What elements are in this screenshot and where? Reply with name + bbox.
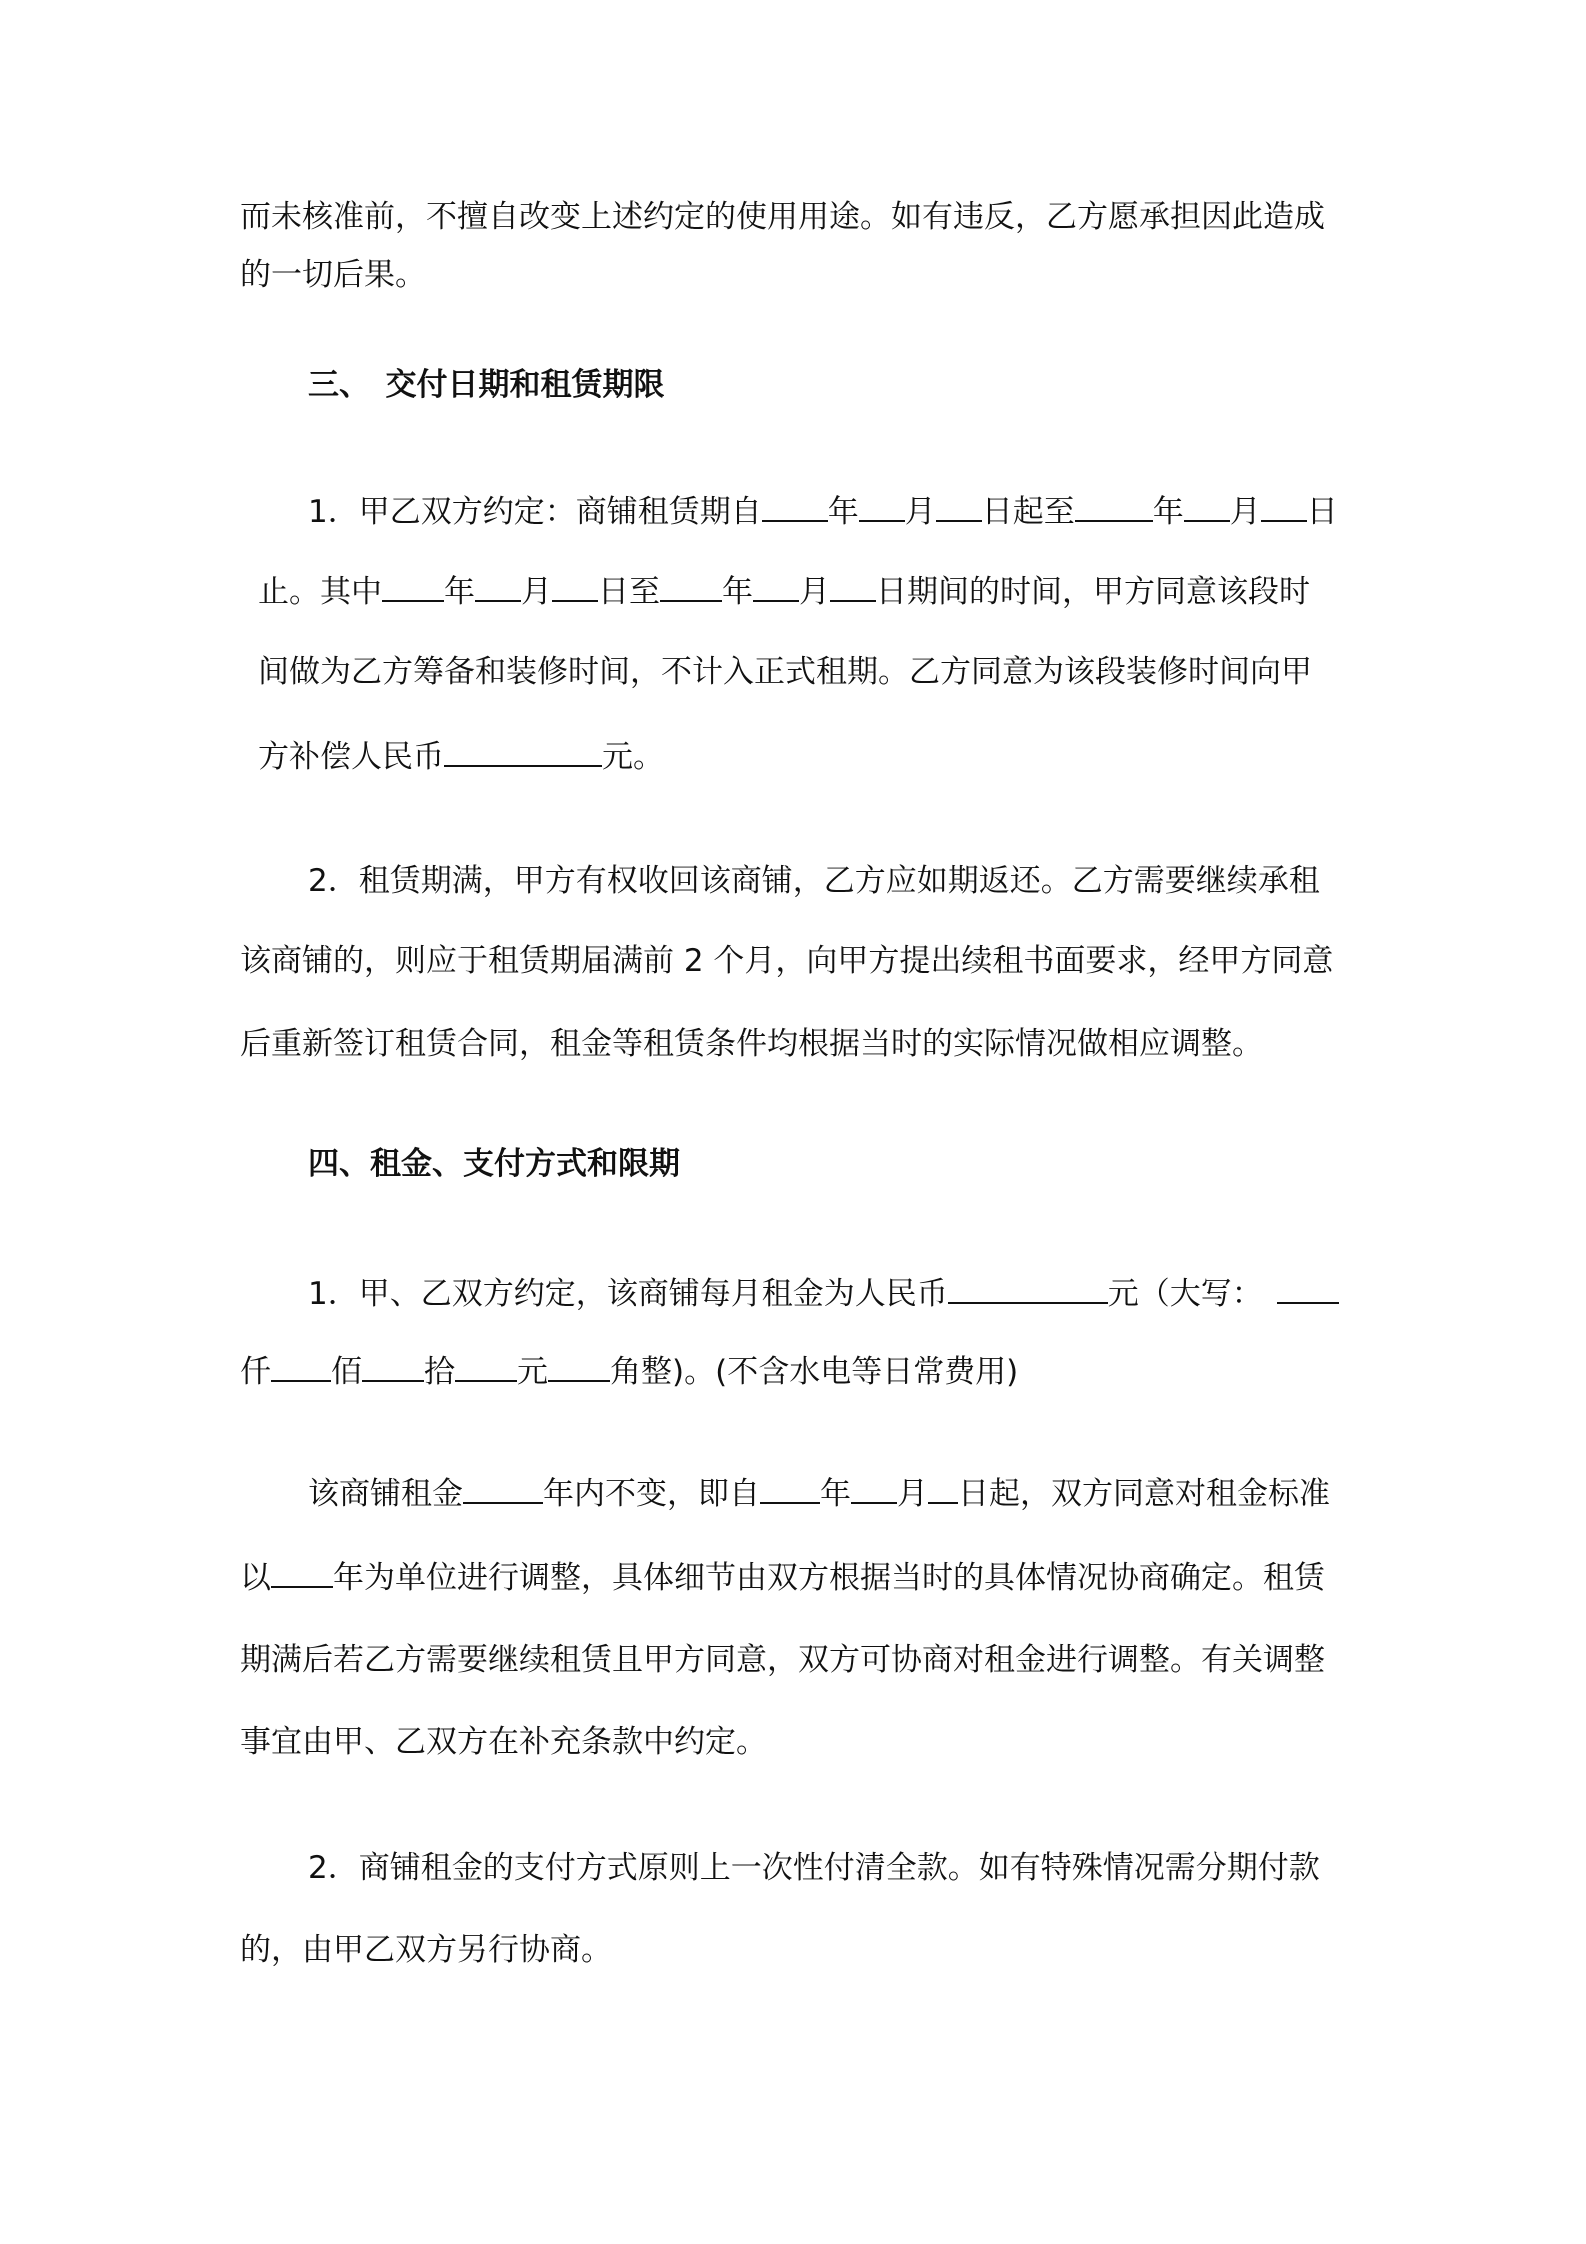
fill-blank[interactable] — [936, 490, 982, 522]
paragraph-line: 的，由甲乙双方另行协商。 — [240, 1932, 612, 1968]
text-segment: 月 — [521, 574, 552, 610]
section-heading: 三、 交付日期和租赁期限 — [308, 367, 665, 403]
text-segment: 月 — [897, 1476, 928, 1512]
paragraph-line — [258, 570, 1310, 612]
fill-blank[interactable] — [455, 1350, 517, 1382]
text-segment: 月 — [1229, 494, 1261, 530]
fill-blank[interactable] — [444, 735, 602, 767]
paragraph-line — [308, 1272, 1339, 1314]
fill-blank[interactable] — [762, 490, 828, 522]
text-segment: 年 — [1152, 494, 1184, 530]
text-segment: 以 — [240, 1560, 271, 1596]
paragraph-line — [308, 490, 1338, 532]
fill-blank[interactable] — [660, 570, 722, 602]
fill-blank[interactable] — [851, 1472, 897, 1504]
text-segment: 月 — [799, 574, 830, 610]
paragraph-line: 的一切后果。 — [240, 257, 426, 293]
fill-blank[interactable] — [1075, 490, 1153, 522]
text-segment: 拾 — [424, 1354, 455, 1390]
fill-blank[interactable] — [760, 1472, 820, 1504]
fill-blank[interactable] — [859, 490, 905, 522]
fill-blank[interactable] — [382, 570, 444, 602]
fill-blank[interactable] — [552, 570, 598, 602]
fill-blank[interactable] — [1277, 1272, 1339, 1304]
text-segment: 角整)。(不含水电等日常费用) — [610, 1354, 1019, 1390]
fill-blank[interactable] — [548, 1350, 610, 1382]
text-segment: 方补偿人民币 — [258, 739, 444, 775]
paragraph-line — [258, 735, 664, 777]
text-segment: 元（大写： — [1107, 1276, 1263, 1312]
paragraph-line: 2．租赁期满，甲方有权收回该商铺，乙方应如期返还。乙方需要继续承租 — [308, 863, 1320, 899]
text-segment: 仟 — [240, 1354, 271, 1390]
paragraph-line — [308, 1472, 1330, 1514]
text-segment: 年 — [444, 574, 475, 610]
text-segment: 年 — [820, 1476, 851, 1512]
fill-blank[interactable] — [475, 570, 521, 602]
text-segment: 年内不变，即自 — [543, 1476, 760, 1512]
text-segment: 年 — [827, 494, 859, 530]
section-heading: 四、租金、支付方式和限期 — [308, 1146, 680, 1182]
paragraph-line: 该商铺的，则应于租赁期届满前 2 个月，向甲方提出续租书面要求，经甲方同意 — [240, 943, 1334, 979]
text-segment: 月 — [904, 494, 936, 530]
fill-blank[interactable] — [271, 1350, 331, 1382]
text-segment: 日起至 — [981, 494, 1075, 530]
fill-blank[interactable] — [463, 1472, 543, 1504]
fill-blank[interactable] — [362, 1350, 424, 1382]
text-segment: 日至 — [598, 574, 660, 610]
paragraph-line: 期满后若乙方需要继续租赁且甲方同意，双方可协商对租金进行调整。有关调整 — [240, 1642, 1325, 1678]
text-segment: 年为单位进行调整，具体细节由双方根据当时的具体情况协商确定。租赁 — [333, 1560, 1325, 1596]
fill-blank[interactable] — [830, 570, 876, 602]
fill-blank[interactable] — [1261, 490, 1307, 522]
fill-blank[interactable] — [948, 1272, 1108, 1304]
paragraph-line: 而未核准前，不擅自改变上述约定的使用用途。如有违反，乙方愿承担因此造成 — [240, 199, 1325, 235]
fill-blank[interactable] — [753, 570, 799, 602]
paragraph-line: 2．商铺租金的支付方式原则上一次性付清全款。如有特殊情况需分期付款 — [308, 1850, 1320, 1886]
fill-blank[interactable] — [928, 1472, 958, 1504]
text-segment: 元 — [517, 1354, 548, 1390]
paragraph-line: 事宜由甲、乙双方在补充条款中约定。 — [240, 1724, 767, 1760]
paragraph-line: 后重新签订租赁合同，租金等租赁条件均根据当时的实际情况做相应调整。 — [240, 1026, 1263, 1062]
text-segment: 日 — [1306, 494, 1338, 530]
text-segment: 止。其中 — [258, 574, 382, 610]
paragraph-line — [240, 1556, 1325, 1598]
text-segment: 1．甲、乙双方约定，该商铺每月租金为人民币 — [308, 1276, 948, 1312]
paragraph-line: 间做为乙方筹备和装修时间，不计入正式租期。乙方同意为该段装修时间向甲 — [258, 654, 1312, 690]
text-segment: 1．甲乙双方约定：商铺租赁期自 — [308, 494, 762, 530]
text-segment: 该商铺租金 — [308, 1476, 463, 1512]
fill-blank[interactable] — [1184, 490, 1230, 522]
fill-blank[interactable] — [271, 1556, 333, 1588]
text-segment: 年 — [722, 574, 753, 610]
text-segment: 佰 — [331, 1354, 362, 1390]
paragraph-line — [240, 1350, 1018, 1392]
text-segment: 元。 — [602, 739, 664, 775]
text-segment: 日期间的时间，甲方同意该段时 — [876, 574, 1310, 610]
text-segment: 日起，双方同意对租金标准 — [958, 1476, 1330, 1512]
